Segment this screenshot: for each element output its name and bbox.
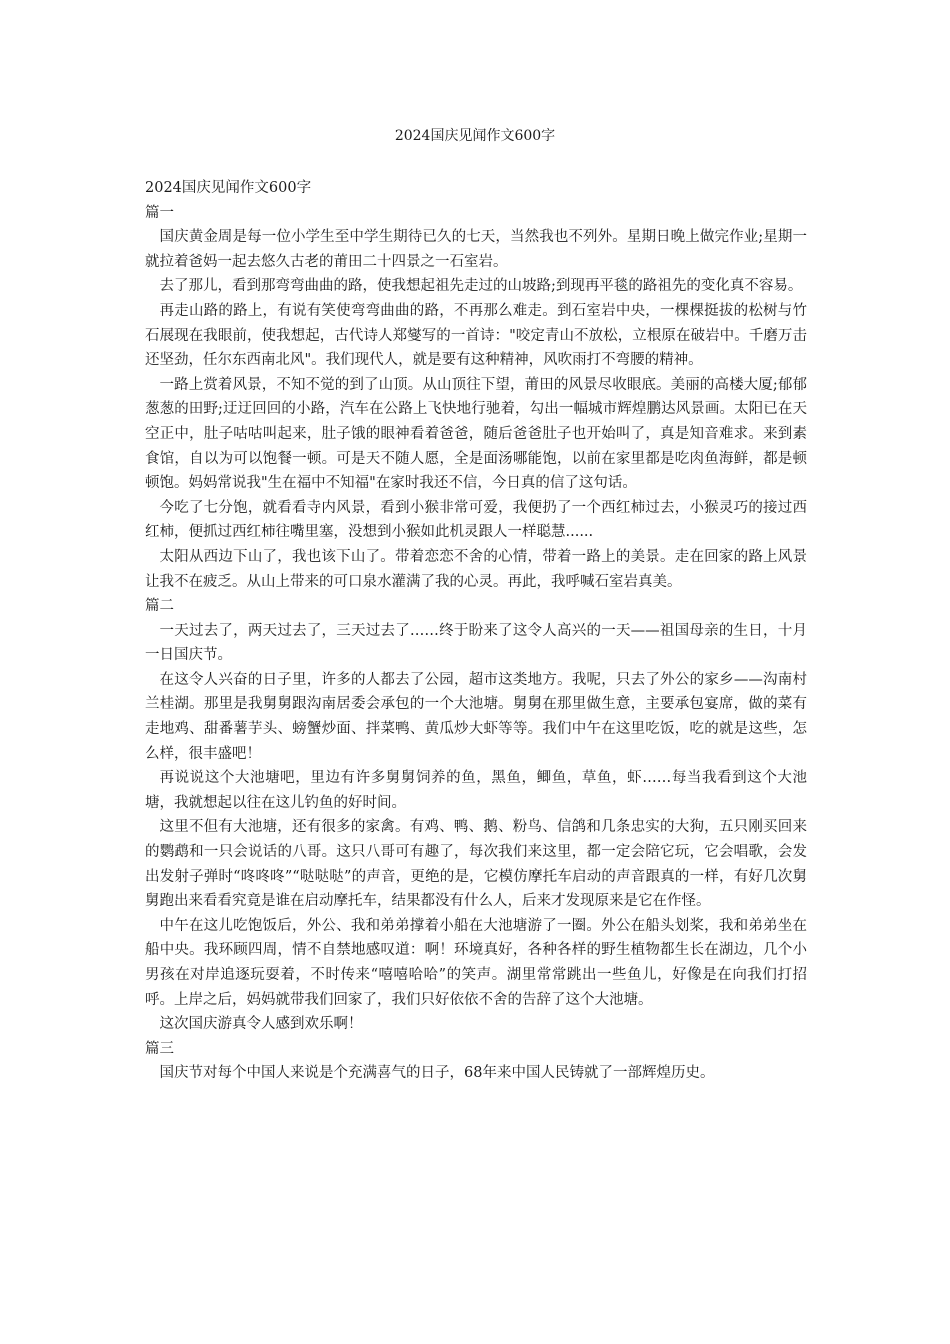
document-subtitle: 2024国庆见闻作文600字 (145, 180, 312, 196)
paragraph: 这次国庆游真令人感到欢乐啊！ (159, 1016, 363, 1033)
document-title: 2024国庆见闻作文600字 (394, 128, 556, 144)
section-heading: 篇三 (145, 1040, 174, 1057)
section-heading: 篇一 (145, 204, 174, 221)
paragraph: 太阳从西边下山了，我也该下山了。带着恋恋不舍的心情，带着一路上的美景。走在回家的路上风景让我不在疲乏。从山上带来的可口泉水灌满了我的心灵。再此，我呼喊石室岩真美。 (145, 548, 807, 590)
section-heading: 篇二 (145, 598, 174, 615)
paragraph: 去了那儿，看到那弯弯曲曲的路，使我想起祖先走过的山坡路;到现再平毯的路祖先的变化真不容易。 (159, 278, 803, 295)
paragraph: 今吃了七分饱，就看看寺内风景，看到小猴非常可爱，我便扔了一个西红柿过去，小猴灵巧的接过西红柿，便抓过西红柿往嘴里塞，没想到小猴如此机灵跟人一样聪慧...... (145, 499, 807, 541)
paragraph: 国庆黄金周是每一位小学生至中学生期待已久的七天，当然我也不列外。星期日晚上做完作业;星期一就拉着爸妈一起去悠久古老的莆田二十四景之一石室岩。 (145, 229, 807, 270)
document-body (145, 176, 807, 1086)
paragraph: 一路上赏着风景，不知不觉的到了山顶。从山顶往下望，莆田的风景尽收眼底。美丽的高楼大厦;郁郁葱葱的田野;迂迂回回的小路，汽车在公路上飞快地行驰着，勾出一幅城市辉煌鹏达风景画。太阳已在天空正中，肚子咕咕叫起来，肚子饿的眼神看着爸爸，随后爸爸肚子也开始叫了，真是知音难求。来到素食馆，自以为可以饱餐一顿。可是天不随人愿，全是面汤哪能饱，以前在家里都是吃肉鱼海鲜，都是顿顿饱。妈妈常说我"生在福中不知福"在家时我还不信，今日真的信了这句话。 (145, 376, 807, 492)
paragraph: 中午在这儿吃饱饭后，外公、我和弟弟撑着小船在大池塘游了一圈。外公在船头划桨，我和弟弟坐在船中央。我环顾四周，情不自禁地感叹道：啊！环境真好，各种各样的野生植物都生长在湖边，几个小男孩在对岸追逐玩耍着，不时传来“嘻嘻哈哈”的笑声。湖里常常跳出一些鱼儿，好像是在向我们打招呼。上岸之后，妈妈就带我们回家了，我们只好依依不舍的告辞了这个大池塘。 (145, 917, 807, 1008)
paragraph: 国庆节对每个中国人来说是个充满喜气的日子，68年来中国人民铸就了一部辉煌历史。 (159, 1065, 715, 1082)
paragraph: 这里不但有大池塘，还有很多的家禽。有鸡、鸭、鹅、粉鸟、信鸽和几条忠实的大狗，五只刚买回来的鹦鹉和一只会说话的八哥。这只八哥可有趣了，每次我们来这里，都一定会陪它玩，它会唱歌，会发出发射子弹时“咚咚咚”“哒哒哒”的声音，更绝的是，它模仿摩托车启动的声音跟真的一样，有好几次舅舅跑出来看看究竟是谁在启动摩托车，结果都没有什么人，后来才发现原来是它在作怪。 (145, 819, 807, 910)
paragraph: 在这令人兴奋的日子里，许多的人都去了公园，超市这类地方。我呢，只去了外公的家乡——沟南村兰桂湖。那里是我舅舅跟沟南居委会承包的一个大池塘。舅舅在那里做生意，主要承包宴席，做的菜有走地鸡、甜番薯芋头、螃蟹炒面、拌菜鸭、黄瓜炒大虾等等。我们中午在这里吃饭，吃的就是这些，怎么样，很丰盛吧！ (145, 671, 807, 762)
paragraph: 再说说这个大池塘吧，里边有许多舅舅饲养的鱼，黑鱼，鲫鱼，草鱼，虾……每当我看到这个大池塘，我就想起以往在这儿钓鱼的好时间。 (145, 770, 807, 811)
paragraph: 一天过去了，两天过去了，三天过去了……终于盼来了这令人高兴的一天——祖国母亲的生日，十月一日国庆节。 (145, 622, 807, 664)
paragraph: 再走山路的路上，有说有笑使弯弯曲曲的路，不再那么难走。到石室岩中央，一棵棵挺拔的松树与竹石展现在我眼前，使我想起，古代诗人郑燮写的一首诗："咬定青山不放松，立根原在破岩中。千磨万击还坚劲，任尔东西南北风"。我们现代人，就是要有这种精神，风吹雨打不弯腰的精神。 (145, 302, 807, 369)
